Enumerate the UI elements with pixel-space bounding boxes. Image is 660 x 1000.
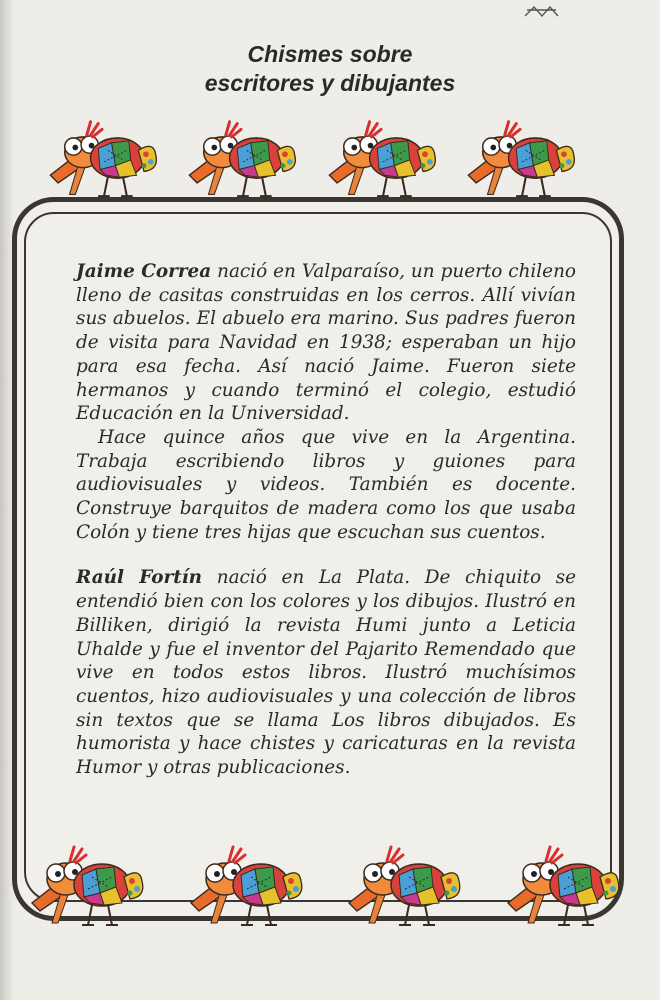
pajarito-remendado-icon — [42, 116, 164, 202]
bio-correa-paragraph — [76, 260, 576, 426]
title-line-2: escritores y dibujantes — [204, 70, 456, 96]
top-bird-border-overlay — [42, 116, 582, 202]
bio-correa-text-2: Hace quince años que vive en la Argentina. Trabaja escribiendo libros y guiones para audiovisuales y videos. También es docente. Construye barquitos de madera como los que usaba Colón y tiene tres hijas que escuchan sus cuentos. — [76, 426, 576, 543]
bio-fortin-text: nació en La Plata. De chiquito se entendió bien con los colores y los dibujos. Ilustró en Billiken, dirigió la revista Humi junto a Leticia Uhalde y fue el inventor del Pajarito Remendado que vive en todos estos libros. Ilustró muchísimos cuentos, hizo audiovisuales y una colección de libros sin textos que se llama Los libros dibujados. Es humorista y hace chistes y caricaturas en la revista Humor y otras publicaciones. — [76, 567, 576, 779]
bio-correa-paragraph-2 — [76, 426, 576, 545]
pajarito-remendado-icon — [26, 840, 148, 932]
pajarito-remendado-icon — [502, 840, 624, 932]
bio-correa-text: nació en Valparaíso, un puerto chileno lleno de casitas construidas en los cerros. Allí vivían sus abuelos. El abuelo era marino. Sus padres fueron de visita para Navidad en 1938; esperaban un hijo para esa fecha. Así nació Jaime. Fueron siete hermanos y cuando terminó el colegio, estudió Educación en la Universidad. — [76, 261, 576, 425]
pajarito-remendado-icon — [321, 116, 443, 202]
corner-scribble-icon — [522, 4, 564, 20]
pajarito-remendado-icon — [460, 116, 582, 202]
pajarito-remendado-icon — [343, 840, 465, 932]
bio-fortin-paragraph — [76, 566, 576, 779]
title-line-1: Chismes sobre — [247, 41, 413, 67]
pajarito-remendado-icon — [181, 116, 303, 202]
page-title — [0, 40, 660, 98]
pajarito-remendado-icon — [185, 840, 307, 932]
biographies — [76, 260, 576, 780]
author-name: Jaime Correa — [76, 261, 212, 282]
illustrator-name: Raúl Fortín — [76, 567, 203, 589]
bottom-bird-border — [26, 840, 624, 932]
